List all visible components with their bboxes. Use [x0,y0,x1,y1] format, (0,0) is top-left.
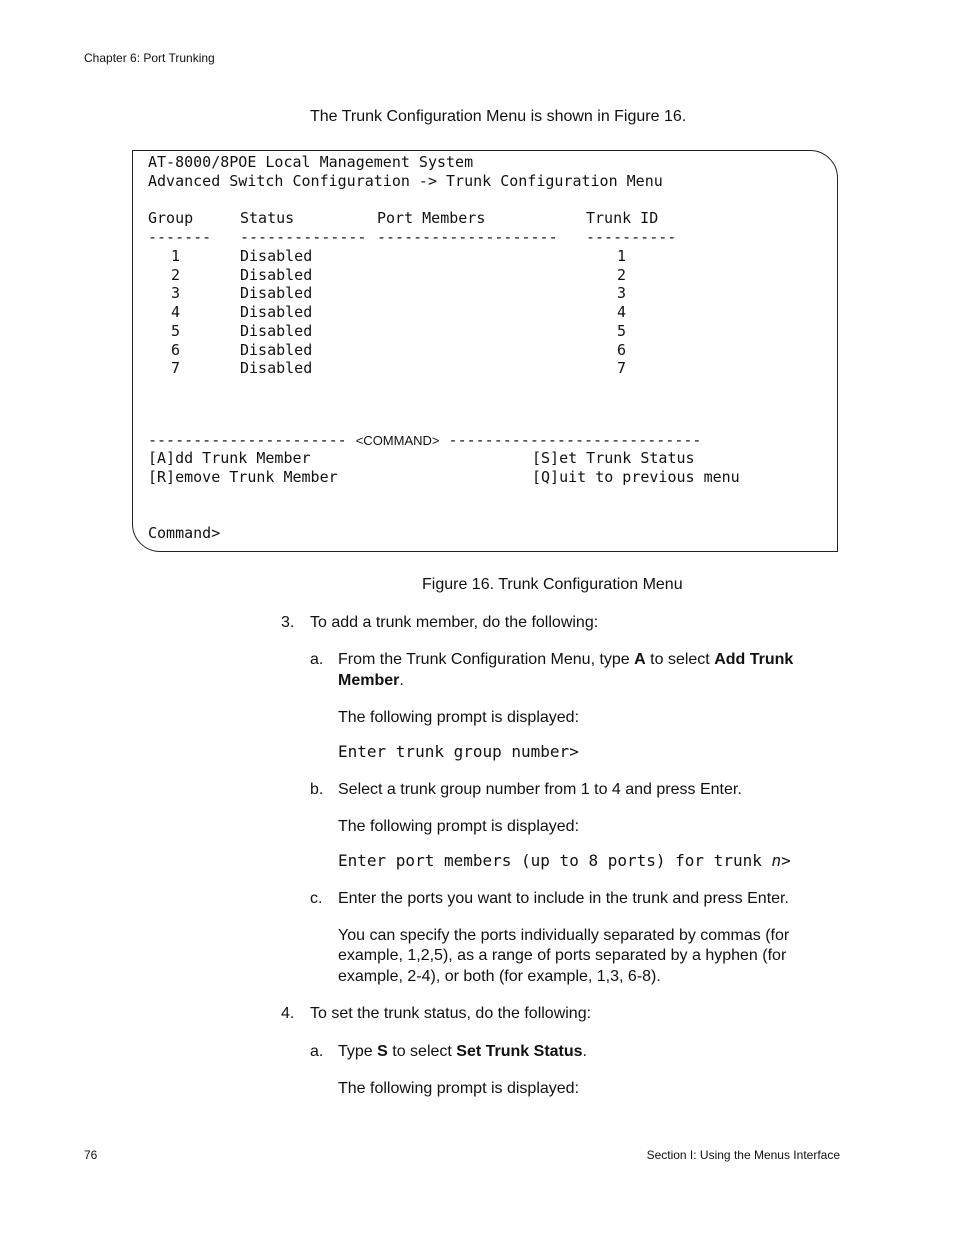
intro-text: The Trunk Configuration Menu is shown in Figure 16. [310,108,687,125]
row-group-value: 6 [171,340,181,359]
step-3b-prompt: Enter port members (up to 8 ports) for trunk n> [338,851,791,870]
row-status-value: Disabled [240,303,313,322]
step-3a-text: From the Trunk Configuration Menu, type A to select Add Trunk Member. [338,651,794,689]
step-3a-prompt: Enter trunk group number> [338,742,579,761]
step-3-number: 3. [281,614,295,631]
row-trunk-id-value: 1 [617,247,627,265]
step-4a-letter: a. [310,1043,324,1060]
running-header: Chapter 6: Port Trunking [84,51,215,65]
row-trunk-id-value: 4 [617,303,627,322]
step-3-text: To add a trunk member, do the following: [310,614,599,631]
row-group-value: 4 [171,303,181,322]
step-3b-letter: b. [310,781,324,798]
menu-add-trunk-member: [A]dd Trunk Member [148,449,311,467]
menu-set-trunk-status: [S]et Trunk Status [532,449,695,467]
row-trunk-id-value: 3 [617,284,627,303]
step-3c-letter: c. [310,890,323,907]
step-3c-text: Enter the ports you want to include in the trunk and press Enter. [338,890,789,907]
step-3c-para-line-1: You can specify the ports individually separated by commas (for [338,927,790,944]
row-trunk-id-value: 5 [617,321,627,340]
step-4a-prompt-label: The following prompt is displayed: [338,1080,580,1097]
row-status-value: Disabled [240,284,313,303]
footer-section: Section I: Using the Menus Interface [646,1148,840,1162]
col-ports-divider: -------------------- [377,228,558,246]
menu-quit: [Q]uit to previous menu [532,468,740,486]
step-4-number: 4. [281,1005,295,1022]
row-status-value: Disabled [240,340,313,359]
command-prompt: Command> [148,524,221,542]
step-3c-para-line-3: example, 2-4), or both (for example, 1,3, 6-8). [338,968,661,985]
command-dashes-left: ---------------------- [148,431,347,449]
col-status-header: Status [240,209,295,227]
page-number: 76 [84,1148,98,1162]
step-4a-text: Type S to select Set Trunk Status. [338,1043,587,1060]
command-label: <COMMAND> [355,433,440,448]
row-status-value: Disabled [240,359,313,378]
step-3c-para-line-2: example, 1,2,5), as a range of ports separated by a hyphen (for [338,947,787,964]
row-trunk-id-value: 7 [617,359,627,378]
step-3a-letter: a. [310,651,324,668]
col-ports-header: Port Members [377,209,486,227]
step-3b-text: Select a trunk group number from 1 to 4 and press Enter. [338,781,742,798]
step-4-text: To set the trunk status, do the following: [310,1005,592,1022]
col-trunk-divider: ---------- [586,228,677,246]
menu-remove-trunk-member: [R]emove Trunk Member [148,468,338,486]
command-dashes-right: ---------------------------- [448,431,702,449]
screen-title-1: AT-8000/8POE Local Management System [148,153,474,171]
row-status-value: Disabled [240,247,313,265]
step-3b-prompt-label: The following prompt is displayed: [338,818,580,835]
row-group-value: 3 [171,284,181,303]
row-group-value: 2 [171,265,181,284]
row-group-value: 1 [171,247,181,265]
col-trunk-header: Trunk ID [586,209,659,227]
col-status-divider: -------------- [240,228,367,246]
figure-caption: Figure 16. Trunk Configuration Menu [422,576,683,593]
row-status-value: Disabled [240,265,313,284]
row-group-value: 5 [171,321,181,340]
col-group-divider: ------- [148,228,212,246]
command-bar [148,431,701,450]
row-group-value: 7 [171,359,181,378]
terminal-screen-frame [132,150,838,552]
col-group-header: Group [148,209,194,227]
step-3a-prompt-label: The following prompt is displayed: [338,709,580,726]
row-status-value: Disabled [240,321,313,340]
screen-title-2: Advanced Switch Configuration -> Trunk Configuration Menu [148,172,663,190]
row-trunk-id-value: 6 [617,340,627,359]
row-trunk-id-value: 2 [617,265,627,284]
